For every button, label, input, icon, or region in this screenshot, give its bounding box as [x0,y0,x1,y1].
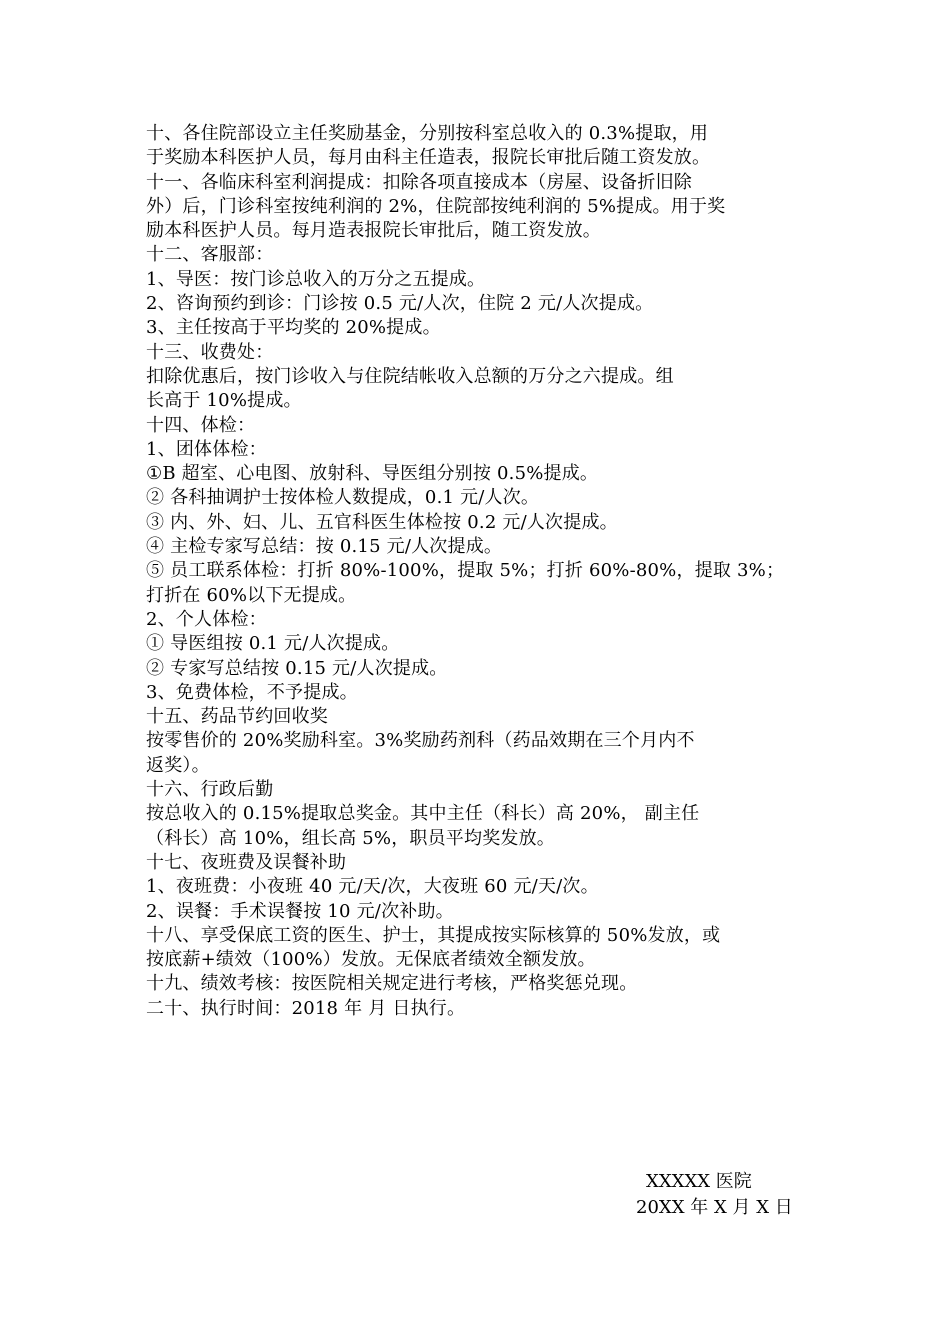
text-line: 2、误餐：手术误餐按 10 元/次补助。 [146,900,454,922]
text-line: ① 导医组按 0.1 元/人次提成。 [146,633,400,655]
section-heading: 十五、药品节约回收奖 [146,706,328,728]
text-line: 打折在 60%以下无提成。 [146,584,357,606]
text-line: 按底薪+绩效（100%）发放。无保底者绩效全额发放。 [146,949,596,971]
text-line: ③ 内、外、妇、儿、五官科医生体检按 0.2 元/人次提成。 [146,511,618,533]
text-line: 2、个人体检： [146,608,267,630]
text-line: 励本科医护人员。每月造表报院长审批后，随工资发放。 [146,220,601,242]
text-line: 按零售价的 20%奖励科室。3%奖励药剂科（药品效期在三个月内不 [146,730,695,752]
signature-date: 20XX 年 X 月 X 日 [636,1197,793,1218]
text-line: 1、夜班费：小夜班 40 元/天/次，大夜班 60 元/天/次。 [146,876,599,898]
text-line: 十九、绩效考核：按医院相关规定进行考核，严格奖惩兑现。 [146,973,638,995]
text-line: 长高于 10%提成。 [146,390,302,412]
text-line: 外）后，门诊科室按纯利润的 2%，住院部按纯利润的 5%提成。用于奖 [146,195,726,217]
section-heading: 十七、夜班费及误餐补助 [146,851,347,873]
text-line: 2、咨询预约到诊：门诊按 0.5 元/人次，住院 2 元/人次提成。 [146,293,654,315]
text-line: 3、主任按高于平均奖的 20%提成。 [146,317,441,339]
text-line: ② 专家写总结按 0.15 元/人次提成。 [146,657,448,679]
section-heading: 十四、体检： [146,414,256,436]
text-line: 十一、各临床科室利润提成：扣除各项直接成本（房屋、设备折旧除 [146,171,692,193]
text-line: ①B 超室、心电图、放射科、导医组分别按 0.5%提成。 [146,463,599,485]
text-line: 十、各住院部设立主任奖励基金，分别按科室总收入的 0.3%提取，用 [146,123,709,144]
text-line: 返奖）。 [146,754,210,776]
text-line: 二十、执行时间：2018 年 月 日执行。 [146,997,466,1019]
text-line: （科长）高 10%，组长高 5%，职员平均奖发放。 [146,827,556,849]
text-line: 于奖励本科医护人员，每月由科主任造表，报院长审批后随工资发放。 [146,147,711,169]
section-heading: 十三、收费处： [146,341,274,363]
text-line: 1、导医：按门诊总收入的万分之五提成。 [146,268,486,290]
text-line: 1、团体体检： [146,438,267,460]
text-line: ④ 主检专家写总结：按 0.15 元/人次提成。 [146,536,503,558]
text-line: 按总收入的 0.15%提取总奖金。其中主任（科长）高 20%， 副主任 [146,803,700,825]
text-line: 扣除优惠后，按门诊收入与住院结帐收入总额的万分之六提成。组 [146,365,674,387]
text-line: ⑤ 员工联系体检：打折 80%-100%，提取 5%；打折 60%-80%，提取 3%； [146,560,785,582]
hospital-name: XXXXX 医院 [646,1171,752,1192]
text-line: 3、免费体检，不予提成。 [146,681,358,703]
text-line: ② 各科抽调护士按体检人数提成，0.1 元/人次。 [146,487,540,509]
document-body [146,122,812,1021]
text-line: 十八、享受保底工资的医生、护士，其提成按实际核算的 50%发放，或 [146,924,721,946]
section-heading: 十六、行政后勤 [146,779,274,801]
section-heading: 十二、客服部： [146,244,274,266]
